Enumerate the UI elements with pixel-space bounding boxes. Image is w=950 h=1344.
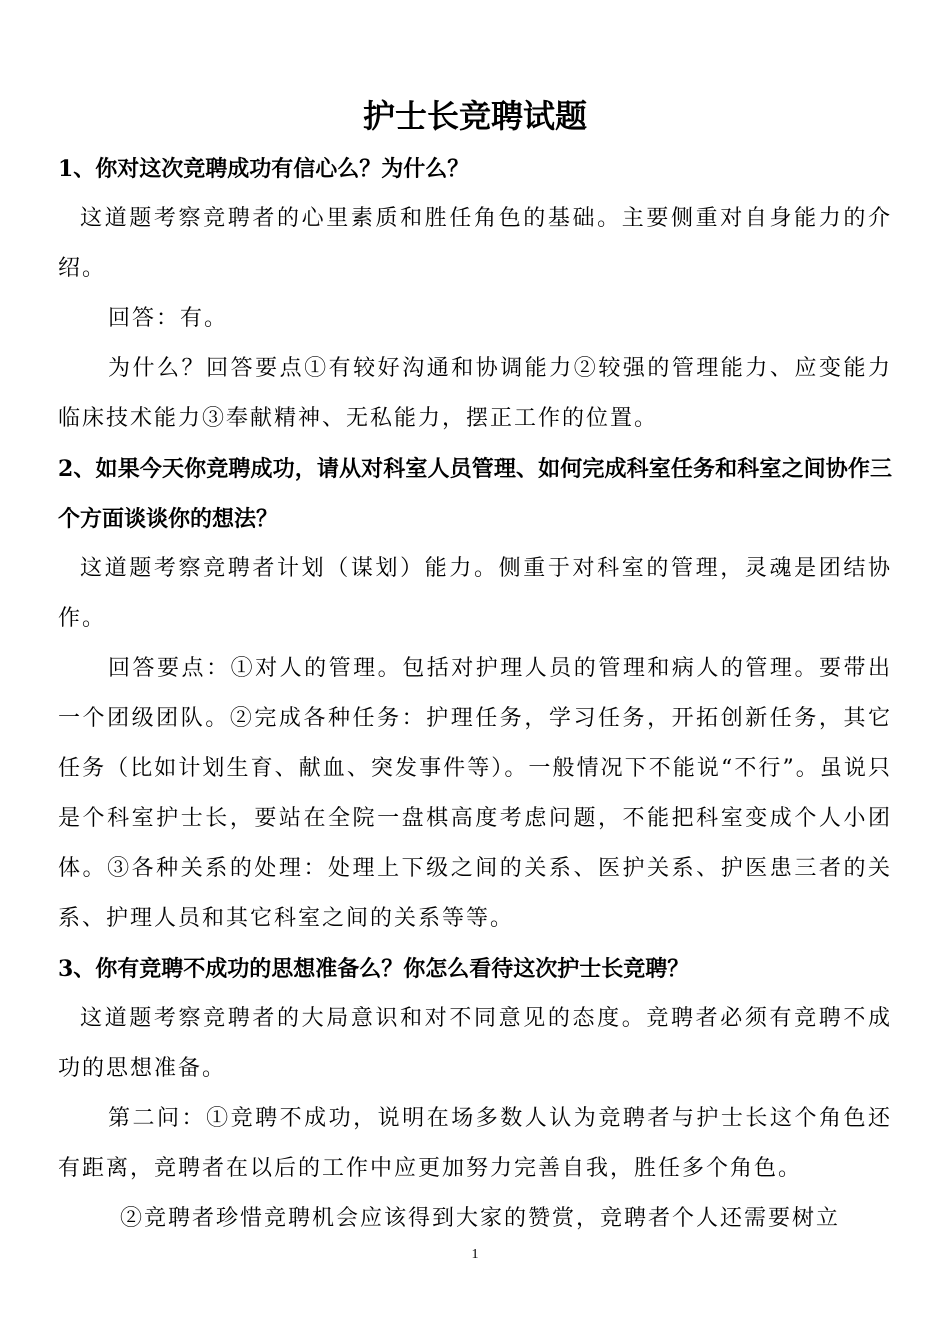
question-1: 1、你对这次竞聘成功有信心么？为什么？ — [58, 156, 470, 182]
paragraph: 回答要点：①对人的管理。包括对护理人员的管理和病人的管理。要带出一个团级团队。②完成各种任务：护理任务，学习任务，开拓创新任务，其它任务（比如计划生育、献血、突发事件等）。一般情况下不能说“不行”。虽说只是个科室护士长，要站在全院一盘棋高度考虑问题，不能把科室变成个人小团体。③各种关系的处理：处理上下级之间的关系、医护关系、护医患三者的关系、护理人员和其它科室之间的关系等等。 — [58, 656, 892, 931]
paragraph: 这道题考察竞聘者的大局意识和对不同意见的态度。竞聘者必须有竞聘不成功的思想准备。 — [58, 1006, 892, 1081]
paragraph: 第二问：①竞聘不成功，说明在场多数人认为竞聘者与护士长这个角色还有距离，竞聘者在以后的工作中应更加努力完善自我，胜任多个角色。 — [58, 1106, 892, 1181]
document-title: 护士长竞聘试题 — [362, 97, 587, 135]
page-number: 1 — [471, 1247, 479, 1262]
paragraph: 这道题考察竞聘者计划（谋划）能力。侧重于对科室的管理，灵魂是团结协作。 — [58, 556, 892, 631]
question-3: 3、你有竞聘不成功的思想准备么？你怎么看待这次护士长竞聘？ — [58, 956, 690, 982]
paragraph: 这道题考察竞聘者的心里素质和胜任角色的基础。主要侧重对自身能力的介绍。 — [58, 206, 892, 281]
paragraph: 回答：有。 — [108, 306, 229, 331]
question-2: 2、如果今天你竞聘成功，请从对科室人员管理、如何完成科室任务和科室之间协作三个方面谈谈你的想法？ — [58, 456, 892, 532]
paragraph: 为什么？回答要点①有较好沟通和协调能力②较强的管理能力、应变能力临床技术能力③奉献精神、无私能力，摆正工作的位置。 — [58, 356, 892, 431]
paragraph: ②竞聘者珍惜竞聘机会应该得到大家的赞赏，竞聘者个人还需要树立 — [120, 1206, 841, 1231]
